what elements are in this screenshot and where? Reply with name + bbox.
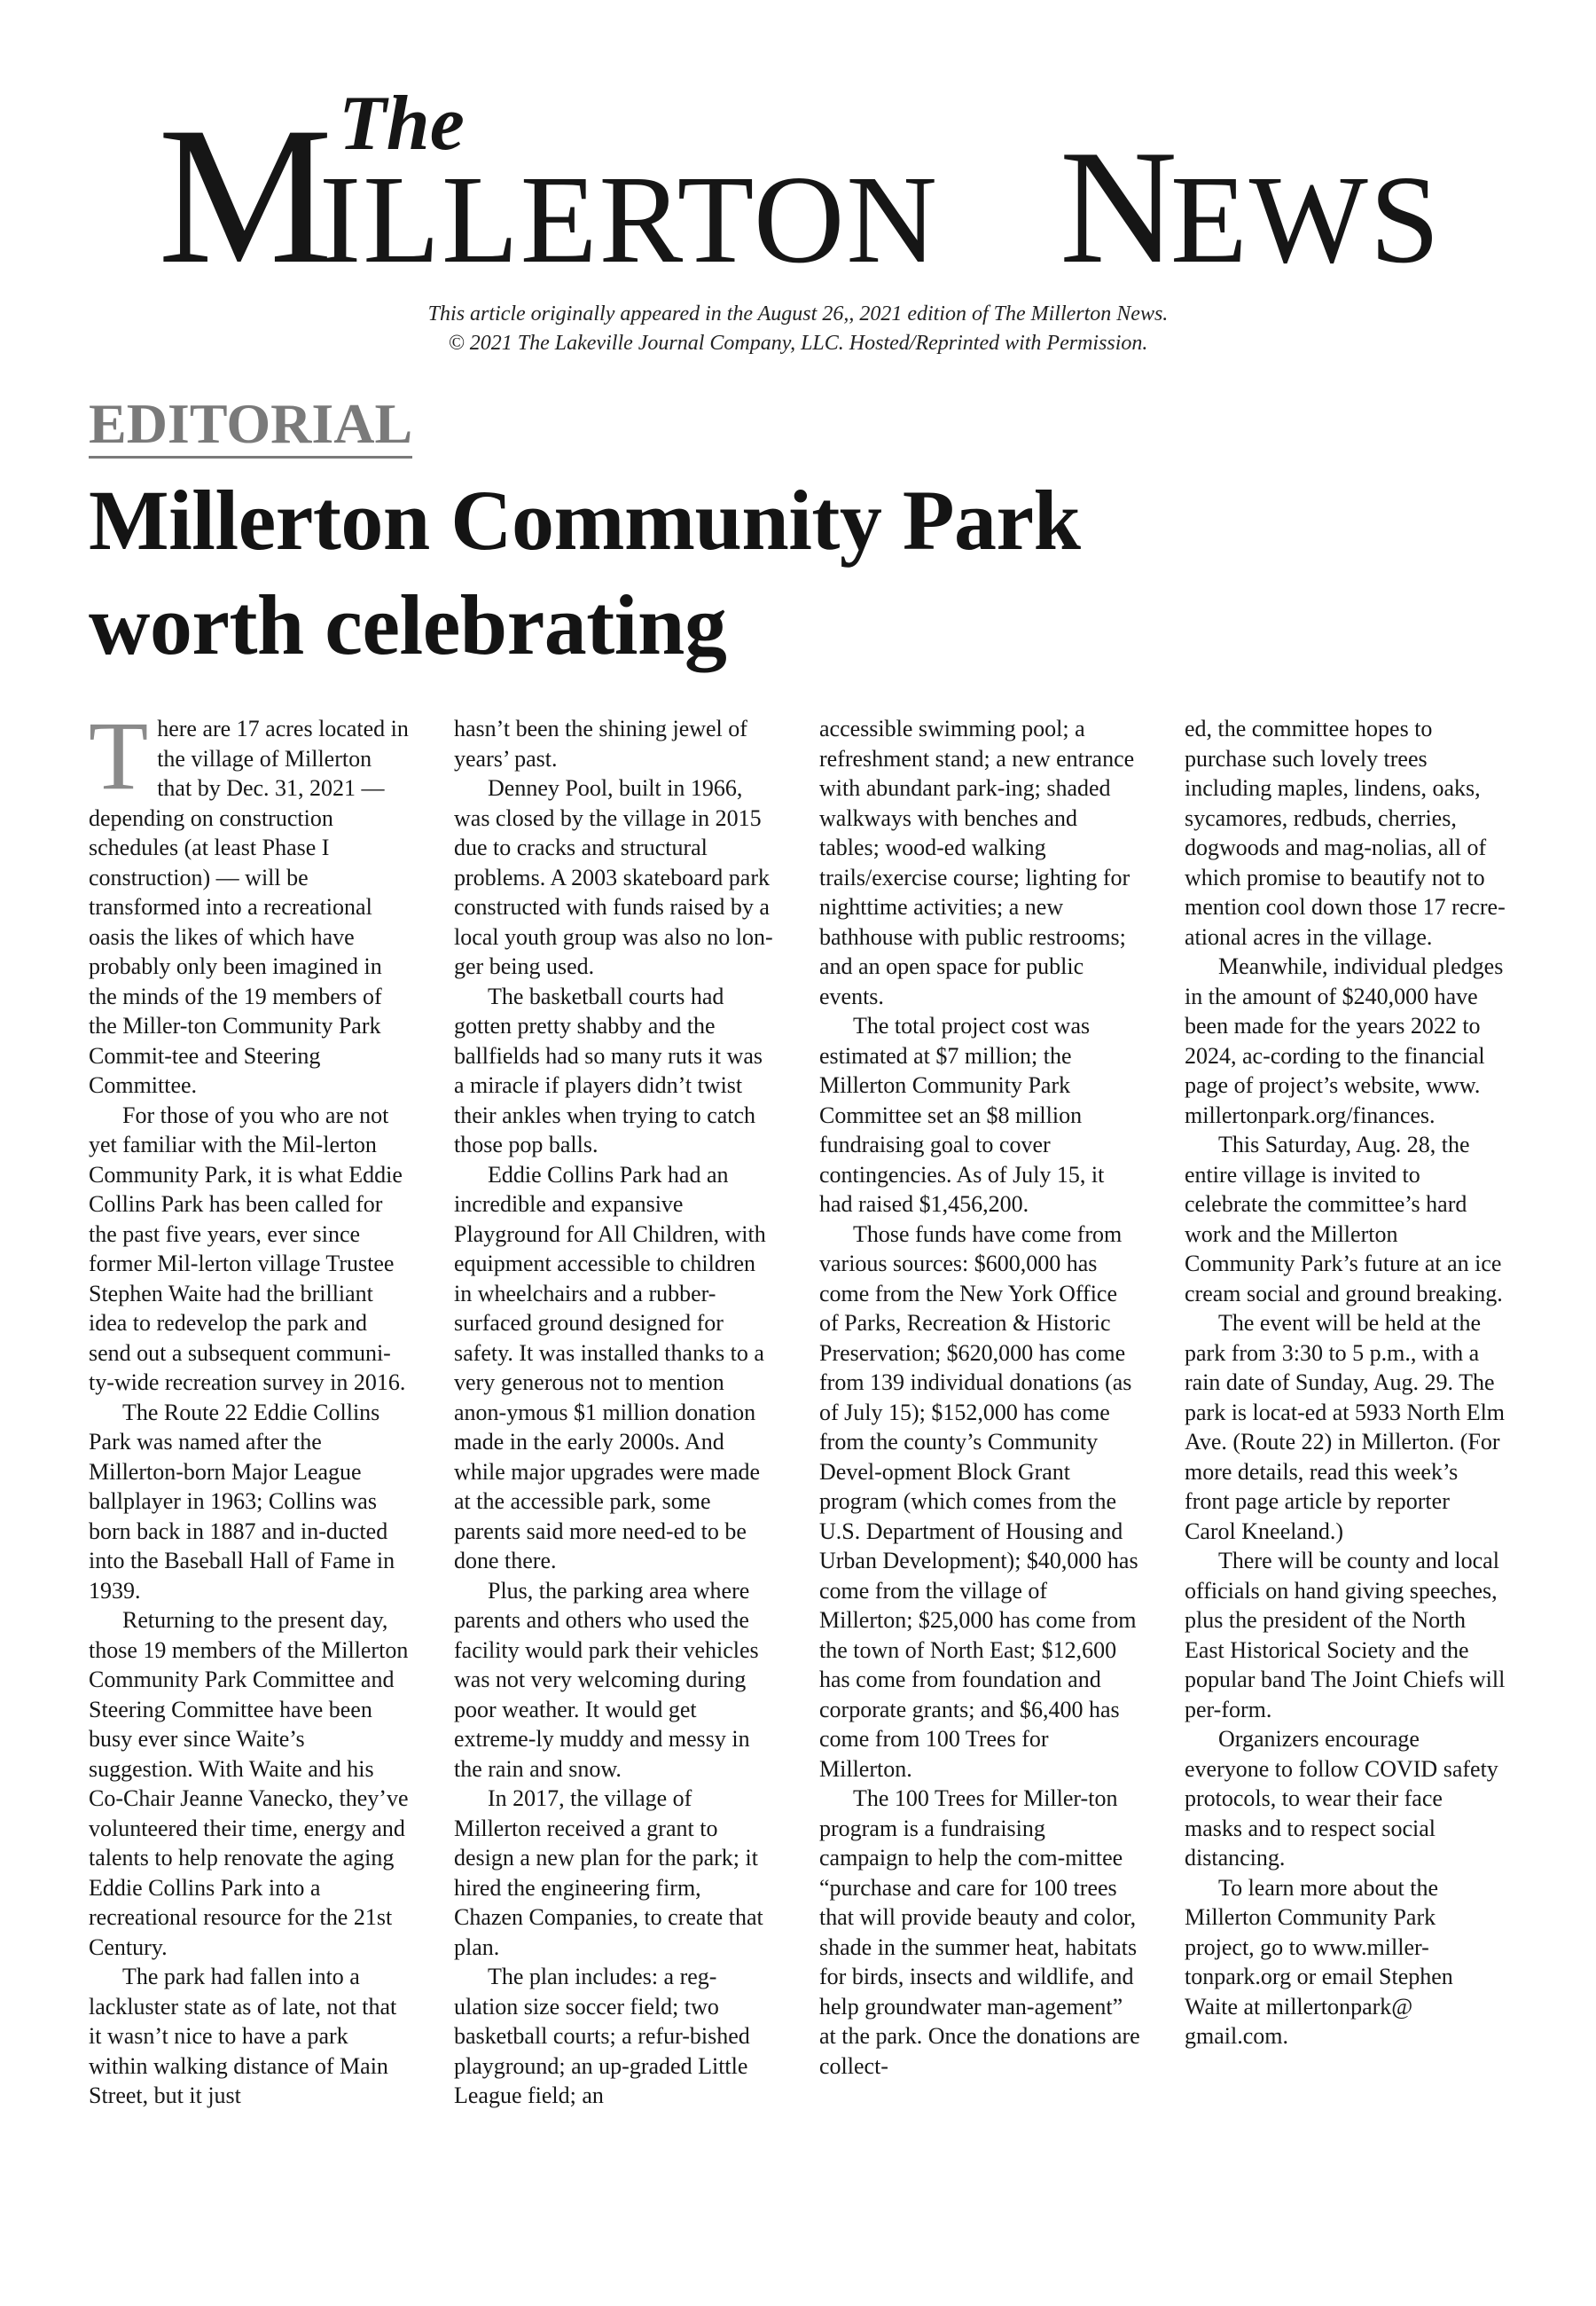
article-body [89, 714, 1516, 2257]
paragraph: Denney Pool, built in 1966, was closed by the village in 2015 due to cracks and structural problems. A 2003 skateboard park constructed with funds raised by a local youth group was also no lon-ger being used. [454, 775, 773, 979]
paragraph: Eddie Collins Park had an incredible and expansive Playground for All Children, with equipment accessible to children in wheelchairs and a rubber-surfaced ground designed for safety. It was installed thanks to a very generous not to mention anon-ymous $1 million donation made in the early 2000s. And while major upgrades were made at the accessible park, some parents said more need-ed to be done there. [454, 1161, 766, 1573]
article-column-2 [454, 714, 775, 2257]
headline-line-2: worth celebrating [89, 577, 727, 672]
paragraph: In 2017, the village of Millerton received a grant to design a new plan for the park; it hired the engineering firm, Chazen Companies, to create that plan. [454, 1785, 763, 1960]
paragraph: The event will be held at the park from 3:30 to 5 p.m., with a rain date of Sunday, Aug. 29. The park is locat-ed at 5933 North Elm Ave. (Route 22) in Millerton. (For more details, read this week’s front page article by reporter Carol Kneeland.) [1185, 1310, 1506, 1544]
headline [89, 468, 1525, 678]
section-label: EDITORIAL [89, 393, 412, 459]
article-column-3 [819, 714, 1140, 2257]
paragraph: The Route 22 Eddie Collins Park was named after the Millerton-born Major League ballplayer in 1963; Collins was born back in 1887 and in-ducted into the Baseball Hall of Fame in 1939. [89, 1399, 395, 1604]
paragraph: The basketball courts had gotten pretty shabby and the ballfields had so many ruts it was a miracle if players didn’t twist their ankles when trying to catch those pop balls. [454, 983, 763, 1157]
paragraph: The park had fallen into a lackluster state as of late, not that it wasn’t nice to have a park within walking distance of Main Street, but it just [89, 1964, 397, 2108]
paragraph: Meanwhile, individual pledges in the amount of $240,000 have been made for the years 2022 to 2024, ac-cording to the financial page of project’s website, www. millertonpark.org/finances. [1185, 953, 1504, 1128]
credit-line-2: © 2021 The Lakeville Journal Company, LLC. Hosted/Reprinted with Permission. [448, 332, 1148, 355]
paragraph: To learn more about the Millerton Community Park project, go to www.miller-tonpark.org or email Stephen Waite at millertonpark@ gmail.com. [1185, 1874, 1453, 2049]
paragraph: Returning to the present day, those 19 members of the Millerton Community Park Committee and Steering Committee have been busy ever since Waite’s suggestion. With Waite and his Co-Chair Jeanne Vanecko, they’ve volunteered their time, energy and talents to help renovate the aging Eddie Collins Park into a recreational resource for the 21st Century. [89, 1607, 409, 1960]
paragraph: For those of you who are not yet familiar with the Mil-lerton Community Park, it is what Eddie Collins Park has been called for the past five years, ever since former Mil-lerton village Trustee Stephen Waite had the brilliant idea to redevelop the park and send out a subsequent communi-ty-wide recreation survey in 2016. [89, 1102, 406, 1395]
paragraph: accessible swimming pool; a refreshment stand; a new entrance with abundant park-ing; shaded walkways with benches and tables; wood-ed walking trails/exercise course; lighting for nighttime activities; a new bathhouse with public restrooms; and an open space for public events. [819, 716, 1135, 1009]
masthead-logo [0, 75, 1596, 288]
paragraph: here are 17 acres located in the village of Millerton that by Dec. 31, 2021 — depending on construction schedules (at least Phase I construction) — will be transformed into a recreational oasis the likes of which have probably only been imagined in the minds of the 19 members of the Miller-ton Community Park Commit-tee and Steering Committee. [89, 716, 409, 1098]
masthead-n: N [1060, 116, 1177, 288]
paragraph: The total project cost was estimated at $7 million; the Millerton Community Park Committee set an $8 million fundraising goal to cover contingencies. As of July 15, it had raised $1,456,200. [819, 1013, 1105, 1217]
masthead-illerton: ILLERTON [319, 149, 939, 288]
paragraph: There will be county and local officials on hand giving speeches, plus the president of the North East Historical Society and the popular band The Joint Chiefs will per-form. [1185, 1548, 1506, 1722]
paragraph: ed, the committee hopes to purchase such lovely trees including maples, lindens, oaks, sycamores, redbuds, cherries, dogwoods and mag-nolias, all of which promise to beautify not to mention cool down those 17 recre-ational acres in the village. [1185, 716, 1506, 950]
reprint-credit [0, 300, 1596, 358]
masthead-ews: EWS [1170, 149, 1442, 288]
credit-line-1: This article originally appeared in the August 26,, 2021 edition of The Millerton News. [427, 302, 1169, 326]
article-column-1 [89, 714, 410, 2257]
article-column-4 [1185, 714, 1506, 2257]
masthead [0, 75, 1596, 288]
headline-line-1: Millerton Community Park [89, 473, 1081, 568]
paragraph: Plus, the parking area where parents and others who used the facility would park their vehicles was not very welcoming during poor weather. It would get extreme-ly muddy and messy in the rain and snow. [454, 1577, 759, 1782]
paragraph: The plan includes: a reg-ulation size soccer field; two basketball courts; a refur-bished playground; an up-graded Little League field; an [454, 1964, 750, 2108]
paragraph: The 100 Trees for Miller-ton program is a fundraising campaign to help the com-mittee “purchase and care for 100 trees that will provide beauty and color, shade in the summer heat, habitats for birds, insects and wildlife, and help groundwater man-agement” at the park. Once the donations are collect- [819, 1785, 1140, 2079]
paragraph: Those funds have come from various sources: $600,000 has come from the New York Office of Parks, Recreation & Historic Preservation; $620,000 has come from 139 individual donations (as of July 15); $152,000 has come from the county’s Community Devel-opment Block Grant program (which comes from the U.S. Department of Housing and Urban Development); $40,000 has come from the village of Millerton; $25,000 has come from the town of North East; $12,600 has come from foundation and corporate grants; and $6,400 has come from 100 Trees for Millerton. [819, 1220, 1138, 1782]
paragraph: Organizers encourage everyone to follow COVID safety protocols, to wear their face masks and to respect social distancing. [1185, 1726, 1498, 1871]
article-opening [89, 714, 410, 1101]
drop-cap: T [89, 714, 149, 810]
masthead-m: M [158, 87, 333, 288]
paragraph: This Saturday, Aug. 28, the entire village is invited to celebrate the committee’s hard work and the Millerton Community Park’s future at an ice cream social and ground breaking. [1185, 1132, 1503, 1306]
paragraph: hasn’t been the shining jewel of years’ past. [454, 716, 747, 772]
masthead-the: The [339, 81, 465, 167]
